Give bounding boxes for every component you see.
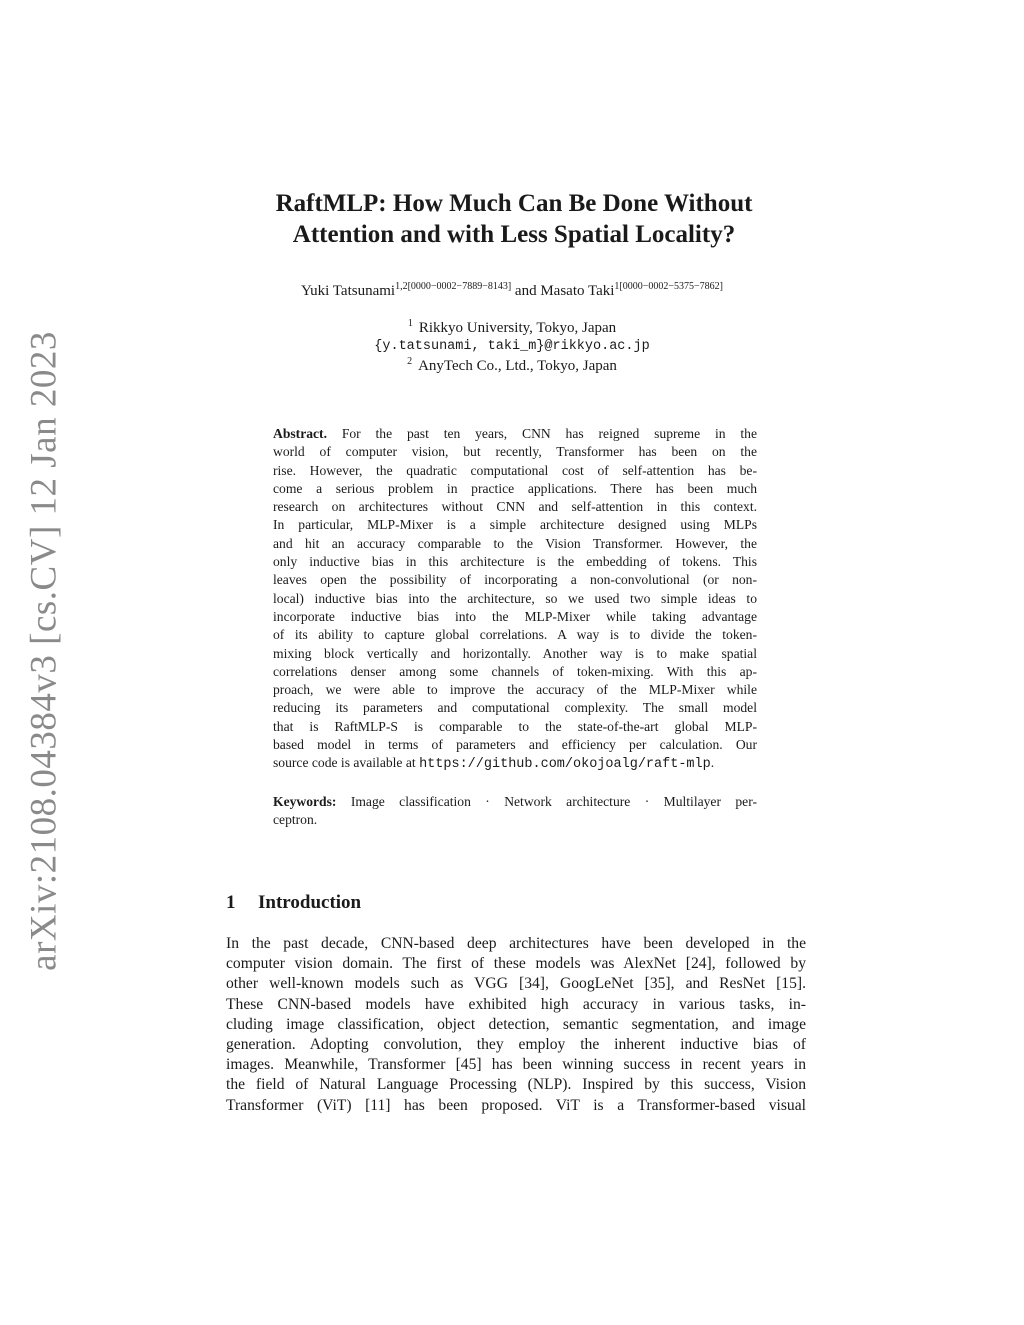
body-line: Transformer (ViT) [11] has been proposed. ViT is a Transformer-based visual — [226, 1096, 806, 1114]
body-line: cluding image classification, object detection, semantic segmentation, and image — [226, 1015, 806, 1033]
abstract-line-end: . — [710, 755, 715, 771]
author-emails: {y.tatsunami, taki_m}@rikkyo.ac.jp — [374, 339, 650, 354]
body-line: images. Meanwhile, Transformer [45] has been winning success in recent years in — [226, 1056, 806, 1074]
introduction-body — [226, 934, 806, 1116]
abstract-line: leaves open the possibility of incorporating a non-convolutional (or non- — [273, 572, 757, 588]
body-line: computer vision domain. The first of these models was AlexNet [24], followed by — [226, 955, 806, 973]
arxiv-stamp-text: arXiv:2108.04384v3 [cs.CV] 12 Jan 2023 — [23, 331, 65, 971]
abstract-line: For the past ten years, CNN has reigned supreme in the — [326, 426, 757, 441]
abstract-line: world of computer vision, but recently, Transformer has been on the — [273, 444, 757, 460]
abstract-line: mixing block vertically and horizontally. Another way is to make spatial — [273, 645, 757, 661]
affiliation-2 — [250, 356, 774, 375]
paper-title — [212, 188, 816, 250]
abstract-line: that is RaftMLP-S is comparable to the state-of-the-art global MLP- — [273, 718, 757, 734]
keywords-text: Image classification · Network architecture · Multilayer per- — [336, 794, 757, 809]
title-line: Attention and with Less Spatial Locality? — [292, 221, 736, 248]
abstract-line: of its ability to capture global correlations. A way is to divide the token- — [273, 627, 757, 643]
author-joiner: and — [511, 283, 541, 299]
keywords-label: Keywords: — [273, 794, 337, 809]
affiliation-1 — [250, 318, 774, 337]
abstract-line: proach, we were able to improve the accuracy of the MLP-Mixer while — [273, 682, 757, 698]
body-line: other well-known models such as VGG [34], GoogLeNet [35], and ResNet [15]. — [226, 975, 806, 993]
section-title: Introduction — [258, 892, 362, 913]
body-line: These CNN-based models have exhibited high accuracy in various tasks, in- — [226, 995, 806, 1013]
affiliation-number: 2 — [407, 356, 413, 367]
abstract — [273, 425, 757, 775]
abstract-line: incorporate inductive bias into the MLP-Mixer while taking advantage — [273, 608, 757, 624]
section-number: 1 — [226, 892, 236, 913]
author-affiliation-marker: 1,2[0000−0002−7889−8143] — [395, 281, 512, 292]
abstract-line: source code is available at — [273, 755, 420, 771]
author-name: Yuki Tatsunami — [300, 283, 396, 299]
abstract-line: local) inductive bias into the architecture, so we used two simple ideas to — [273, 590, 757, 606]
keywords-text: ceptron. — [273, 812, 318, 828]
affiliation-text: AnyTech Co., Ltd., Tokyo, Japan — [418, 358, 617, 374]
body-line: the field of Natural Language Processing (NLP). Inspired by this success, Vision — [226, 1076, 806, 1094]
abstract-line: In particular, MLP-Mixer is a simple architecture designed using MLPs — [273, 517, 757, 533]
abstract-line: correlations denser among some channels of token-mixing. With this ap- — [273, 663, 757, 679]
code-link[interactable]: https://github.com/okojoalg/raft-mlp — [419, 757, 711, 773]
email-line — [250, 337, 774, 354]
affiliation-text: Rikkyo University, Tokyo, Japan — [418, 320, 617, 336]
author-name: Masato Taki — [540, 283, 615, 299]
body-line: generation. Adopting convolution, they employ the inherent inductive bias of — [226, 1036, 806, 1054]
title-line: RaftMLP: How Much Can Be Done Without — [275, 190, 753, 217]
author-list — [150, 281, 874, 300]
abstract-line: only inductive bias in this architecture is the embedding of tokens. This — [273, 554, 757, 570]
abstract-line: come a serious problem in practice applications. There has been much — [273, 480, 757, 496]
abstract-line: research on architectures without CNN and self-attention in this context. — [273, 499, 757, 515]
abstract-line: and hit an accuracy comparable to the Vision Transformer. However, the — [273, 535, 757, 551]
body-line: In the past decade, CNN-based deep architectures have been developed in the — [226, 935, 806, 952]
keywords — [273, 793, 757, 830]
section-heading — [226, 892, 361, 914]
abstract-line: based model in terms of parameters and efficiency per calculation. Our — [273, 737, 757, 753]
abstract-label: Abstract. — [273, 426, 327, 441]
author-affiliation-marker: 1[0000−0002−5375−7862] — [614, 281, 724, 292]
abstract-line: rise. However, the quadratic computational cost of self-attention has be- — [273, 462, 757, 478]
abstract-line: reducing its parameters and computational complexity. The small model — [273, 700, 757, 716]
affiliation-number: 1 — [407, 318, 413, 329]
